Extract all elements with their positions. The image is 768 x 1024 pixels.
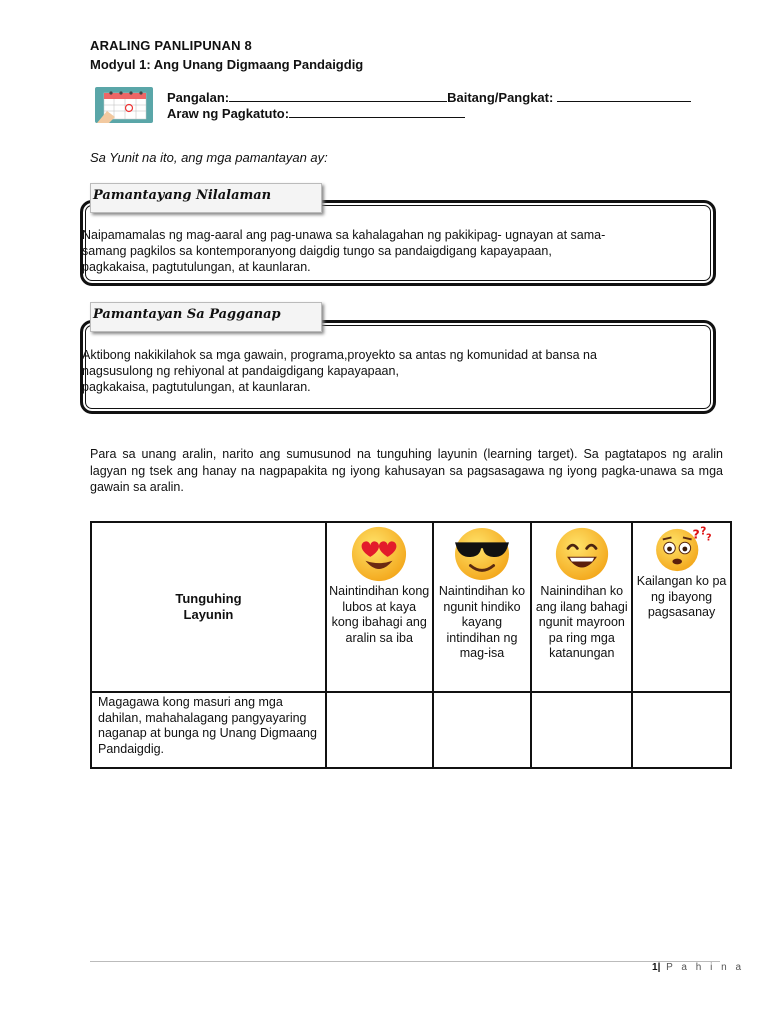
objective-header: Tunguhing Layunin (91, 522, 326, 692)
calendar-icon (95, 87, 153, 123)
name-grade-row (167, 89, 691, 105)
performance-standard-label: Pamantayan Sa Pagganap (90, 302, 322, 332)
date-field[interactable] (289, 105, 465, 118)
intro-text: Sa Yunit na ito, ang mga pamantayan ay: (90, 150, 328, 165)
sunglasses-emoji-icon (451, 527, 513, 581)
instruction-paragraph: Para sa unang aralin, narito ang sumusunod na tunguhing layunin (learning target). Sa pagtatapos ng aralin lagyan ng tsek ang hanay na nagpapakita ng iyong kahusayan sa pagsasagawa ng iyong pagka-unawa sa mga gawain sa aralin. (90, 447, 723, 494)
table-row (91, 692, 731, 768)
grade-field[interactable] (557, 89, 691, 102)
table-header-row (91, 522, 731, 692)
objective-cell: Magagawa kong masuri ang mga dahilan, mahahalagang pangyayaring naganap at bunga ng Unang Digmaang Pandaigdig. (91, 692, 326, 768)
check-cell-3[interactable] (531, 692, 632, 768)
check-cell-1[interactable] (326, 692, 433, 768)
footer-separator: | (657, 962, 661, 973)
module-title: Modyul 1: Ang Unang Digmaang Pandaigdig (90, 57, 364, 72)
svg-text:?: ? (692, 526, 700, 542)
grade-label: Baitang/Pangkat: (447, 90, 554, 105)
column-header-1: Naintindihan kong lubos at kaya kong ibahagi ang aralin sa iba (326, 522, 433, 692)
page-number: 1 (652, 962, 658, 973)
smiling-emoji-icon (554, 526, 610, 582)
date-row (167, 105, 465, 121)
column-header-4: ? ? ? Kailangan ko pa ng ibayong pagsasanay (632, 522, 731, 692)
subject-title: ARALING PANLIPUNAN 8 (90, 38, 252, 53)
date-label: Araw ng Pagkatuto: (167, 106, 290, 121)
check-cell-2[interactable] (433, 692, 532, 768)
page-footer (652, 962, 744, 973)
name-field[interactable] (229, 89, 447, 102)
footer-rule (90, 961, 720, 962)
column-header-2: Naintindihan ko ngunit hindiko kayang intindihan ng mag-isa (433, 522, 532, 692)
column-header-3: Nainindihan ko ang ilang bahagi ngunit mayroon pa ring mga katanungan (531, 522, 632, 692)
heart-eyes-emoji-icon (350, 525, 408, 583)
svg-text:?: ? (705, 532, 712, 544)
content-standard-label: Pamantayang Nilalaman (90, 183, 322, 213)
learning-target-table (90, 521, 732, 769)
svg-text:?: ? (699, 525, 706, 538)
page-cut-mask (85, 769, 745, 779)
confused-emoji-icon (649, 525, 715, 573)
check-cell-4[interactable] (632, 692, 731, 768)
name-label: Pangalan: (167, 90, 230, 105)
content-standard-text: Naipamamalas ng mag-aaral ang pag-unawa sa kahalagahan ng pakikipag- ugnayan at sama- samang pagkilos sa kontemporanyong daigdig tungo sa pandaigdigang kapayapaan, pagkakaisa, pagtutulungan, at kaunlaran. (82, 228, 606, 274)
page-word: P a h i n a (666, 962, 745, 973)
performance-standard-text: Aktibong nakikilahok sa mga gawain, programa,proyekto sa antas ng komunidad at bansa na nagsusulong ng rehiyonal at pandaigdigang kapayapaan, pagkakaisa, pagtutulungan, at kaunlaran. (82, 348, 597, 394)
